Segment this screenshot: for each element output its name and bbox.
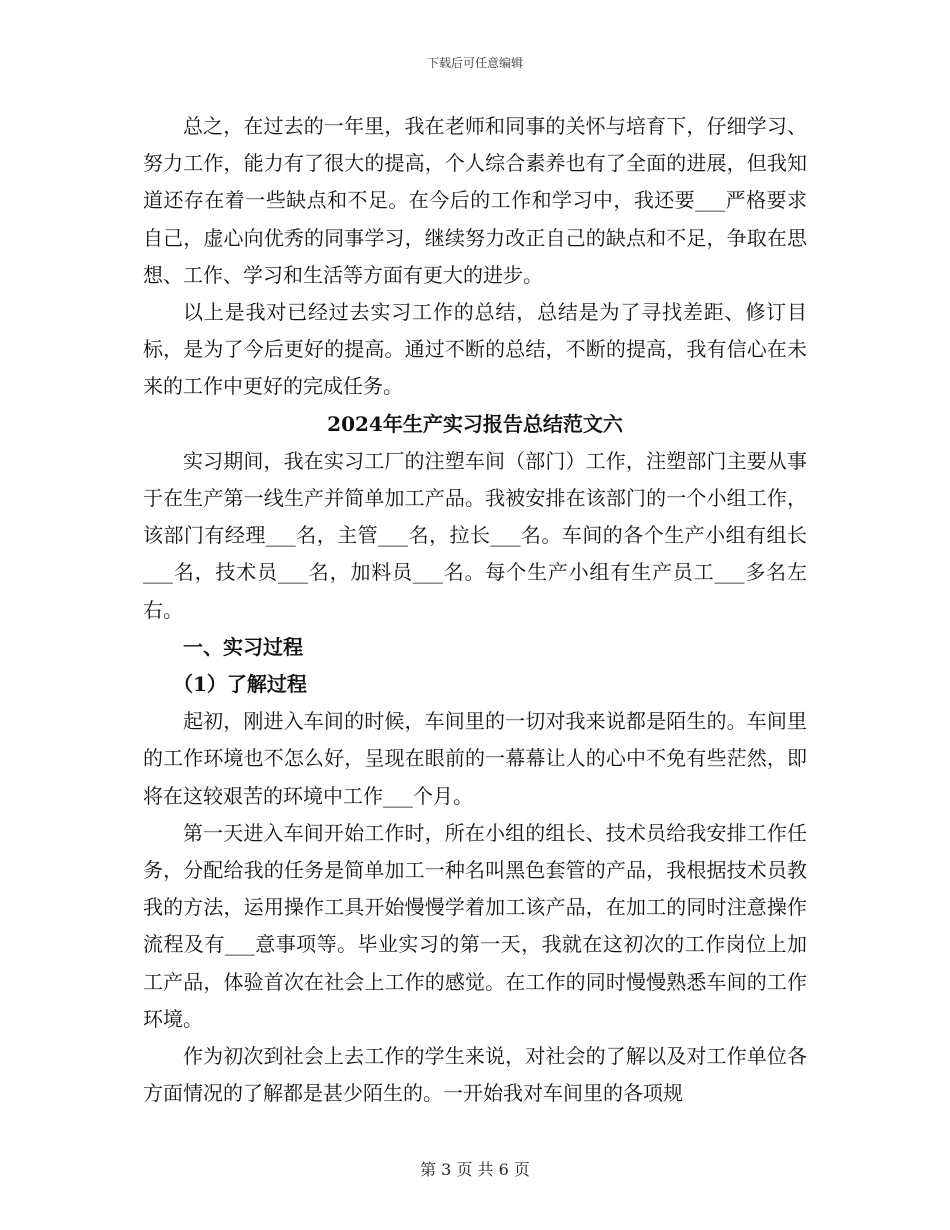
paragraph-first-impression: 起初，刚进入车间的时候，车间里的一切对我来说都是陌生的。车间里的工作环境也不怎么好，呈现在眼前的一幕幕让人的心中不免有些茫然，即将在这较艰苦的环境中工作___个月。 [143, 709, 807, 808]
heading-internship-process: 一、实习过程 [183, 634, 303, 659]
paragraph-adaptation: 作为初次到社会上去工作的学生来说，对社会的了解以及对工作单位各方面情况的了解都是甚少陌生的。一开始我对车间里的各项规 [143, 1044, 807, 1106]
paragraph-summary-conclusion: 总之，在过去的一年里，我在老师和同事的关怀与培育下，仔细学习、努力工作，能力有了很大的提高，个人综合素养也有了全面的进展，但我知道还存在着一些缺点和不足。在今后的工作和学习中，我还要___严格要求自己，虚心向优秀的同事学习，继续努力改正自己的缺点和不足，争取在思想、工作、学习和生活等方面有更大的进步。 [143, 114, 807, 287]
subheading-understanding-process: （1）了解过程 [173, 672, 307, 697]
document-body [143, 108, 807, 1112]
paragraph-department-intro: 实习期间，我在实习工厂的注塑车间（部门）工作，注塑部门主要从事于在生产第一线生产并简单加工产品。我被安排在该部门的一个小组工作，该部门有经理___名，主管___名，拉长___名。车间的各个生产小组有组长___名，技术员___名，加料员___名。每个生产小组有生产员工___多名左右。 [143, 448, 807, 622]
page-header-note: 下载后可任意编辑 [426, 56, 523, 70]
paragraph-summary-closing: 以上是我对已经过去实习工作的总结，总结是为了寻找差距、修订目标，是为了今后更好的提高。通过不断的总结，不断的提高，我有信心在未来的工作中更好的完成任务。 [143, 300, 807, 399]
paragraph-first-day: 第一天进入车间开始工作时，所在小组的组长、技术员给我安排工作任务，分配给我的任务是简单加工一种名叫黑色套管的产品，我根据技术员教我的方法，运用操作工具开始慢慢学着加工该产品，在加工的同时注意操作流程及有___意事项等。毕业实习的第一天，我就在这初次的工作岗位上加工产品，体验首次在社会上工作的感觉。在工作的同时慢慢熟悉车间的工作环境。 [143, 820, 807, 1031]
section-title: 2024年生产实习报告总结范文六 [327, 411, 623, 436]
page-footer-number: 第 3 页 共 6 页 [420, 1160, 530, 1179]
